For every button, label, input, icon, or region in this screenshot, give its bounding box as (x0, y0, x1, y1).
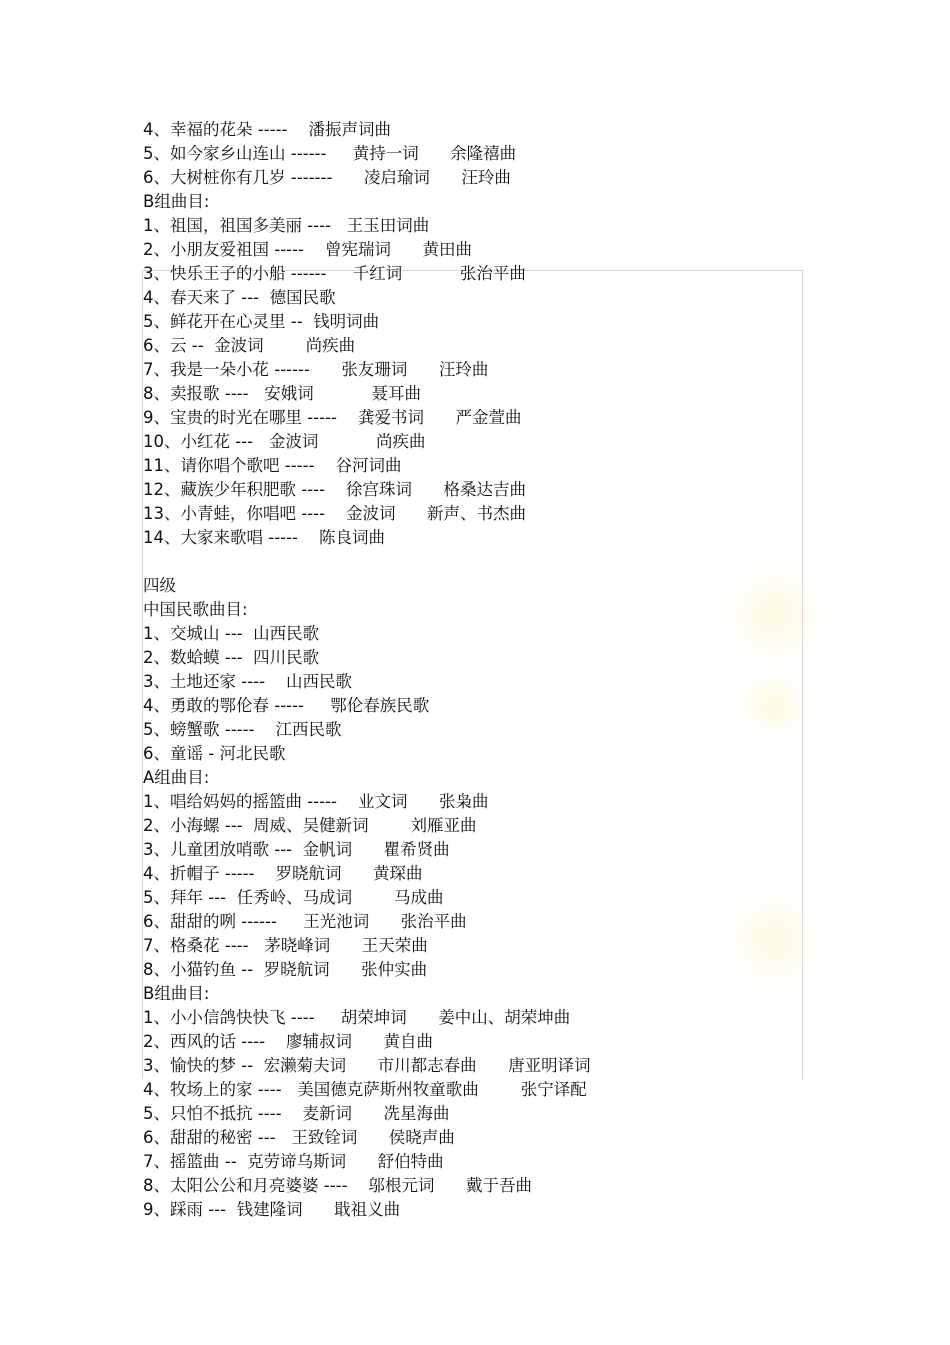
section-heading-group-a: A组曲目: (143, 768, 210, 787)
list-item: 3、土地还家 ---- 山西民歌 (143, 672, 353, 691)
list-item: 9、踩雨 --- 钱建隆词 戢祖义曲 (143, 1200, 401, 1219)
list-item: 5、拜年 --- 任秀岭、马成词 马成曲 (143, 888, 444, 907)
list-item: 8、卖报歌 ---- 安娥词 聂耳曲 (143, 384, 421, 403)
list-item: 8、太阳公公和月亮婆婆 ---- 邬根元词 戴于吾曲 (143, 1176, 533, 1195)
list-item: 4、折帽子 ----- 罗晓航词 黄琛曲 (143, 864, 423, 883)
list-item: 10、小红花 --- 金波词 尚疾曲 (143, 432, 426, 451)
list-item: 7、格桑花 ---- 茅晓峰词 王天荣曲 (143, 936, 428, 955)
list-item: 3、快乐王子的小船 ------ 千红词 张治平曲 (143, 264, 526, 283)
list-item: 11、请你唱个歌吧 ----- 谷河词曲 (143, 456, 402, 475)
list-item: 7、摇篮曲 -- 克劳谛乌斯词 舒伯特曲 (143, 1152, 444, 1171)
section-heading-group-b: B组曲目: (143, 192, 210, 211)
list-item: 1、小小信鸽快快飞 ---- 胡荣坤词 姜中山、胡荣坤曲 (143, 1008, 571, 1027)
list-item: 14、大家来歌唱 ----- 陈良词曲 (143, 528, 385, 547)
blank-line (143, 550, 783, 574)
list-item: 7、我是一朵小花 ------ 张友珊词 汪玲曲 (143, 360, 489, 379)
list-item: 13、小青蛙，你唱吧 ---- 金波词 新声、书杰曲 (143, 504, 527, 523)
list-item: 1、祖国，祖国多美丽 ---- 王玉田词曲 (143, 216, 430, 235)
list-item: 2、小海螺 --- 周威、吴健新词 刘雁亚曲 (143, 816, 477, 835)
list-item: 2、数蛤蟆 --- 四川民歌 (143, 648, 320, 667)
song-list-document (143, 118, 783, 1222)
list-item: 1、唱给妈妈的摇篮曲 ----- 业文词 张枭曲 (143, 792, 489, 811)
list-item: 12、藏族少年积肥歌 ---- 徐宫珠词 格桑达吉曲 (143, 480, 527, 499)
list-item: 4、幸福的花朵 ----- 潘振声词曲 (143, 120, 391, 139)
section-heading-group-b: B组曲目: (143, 984, 210, 1003)
list-item: 3、儿童团放哨歌 --- 金帆词 瞿希贤曲 (143, 840, 450, 859)
list-item: 1、交城山 --- 山西民歌 (143, 624, 320, 643)
list-item: 6、童谣 - 河北民歌 (143, 744, 286, 763)
list-item: 4、春天来了 --- 德国民歌 (143, 288, 336, 307)
list-item: 3、愉快的梦 -- 宏濑菊夫词 市川都志春曲 唐亚明译词 (143, 1056, 591, 1075)
list-item: 5、如今家乡山连山 ------ 黄持一词 余隆禧曲 (143, 144, 517, 163)
list-item: 4、牧场上的家 ---- 美国德克萨斯州牧童歌曲 张宁译配 (143, 1080, 587, 1099)
section-heading-folk-songs: 中国民歌曲目: (143, 600, 248, 619)
list-item: 6、甜甜的咧 ------ 王光池词 张治平曲 (143, 912, 467, 931)
list-item: 4、勇敢的鄂伦春 ----- 鄂伦春族民歌 (143, 696, 430, 715)
list-item: 6、云 -- 金波词 尚疾曲 (143, 336, 356, 355)
list-item: 6、甜甜的秘密 --- 王致铨词 侯晓声曲 (143, 1128, 455, 1147)
level-heading: 四级 (143, 576, 176, 595)
list-item: 5、鲜花开在心灵里 -- 钱明词曲 (143, 312, 380, 331)
list-item: 8、小猫钓鱼 -- 罗晓航词 张仲实曲 (143, 960, 428, 979)
list-item: 5、只怕不抵抗 ---- 麦新词 冼星海曲 (143, 1104, 450, 1123)
list-item: 5、螃蟹歌 ----- 江西民歌 (143, 720, 342, 739)
list-item: 2、西风的话 ---- 廖辅叔词 黄自曲 (143, 1032, 434, 1051)
list-item: 2、小朋友爱祖国 ----- 曾宪瑞词 黄田曲 (143, 240, 472, 259)
list-item: 9、宝贵的时光在哪里 ----- 龚爱书词 严金萱曲 (143, 408, 522, 427)
list-item: 6、大树桩你有几岁 ------- 凌启瑜词 汪玲曲 (143, 168, 511, 187)
